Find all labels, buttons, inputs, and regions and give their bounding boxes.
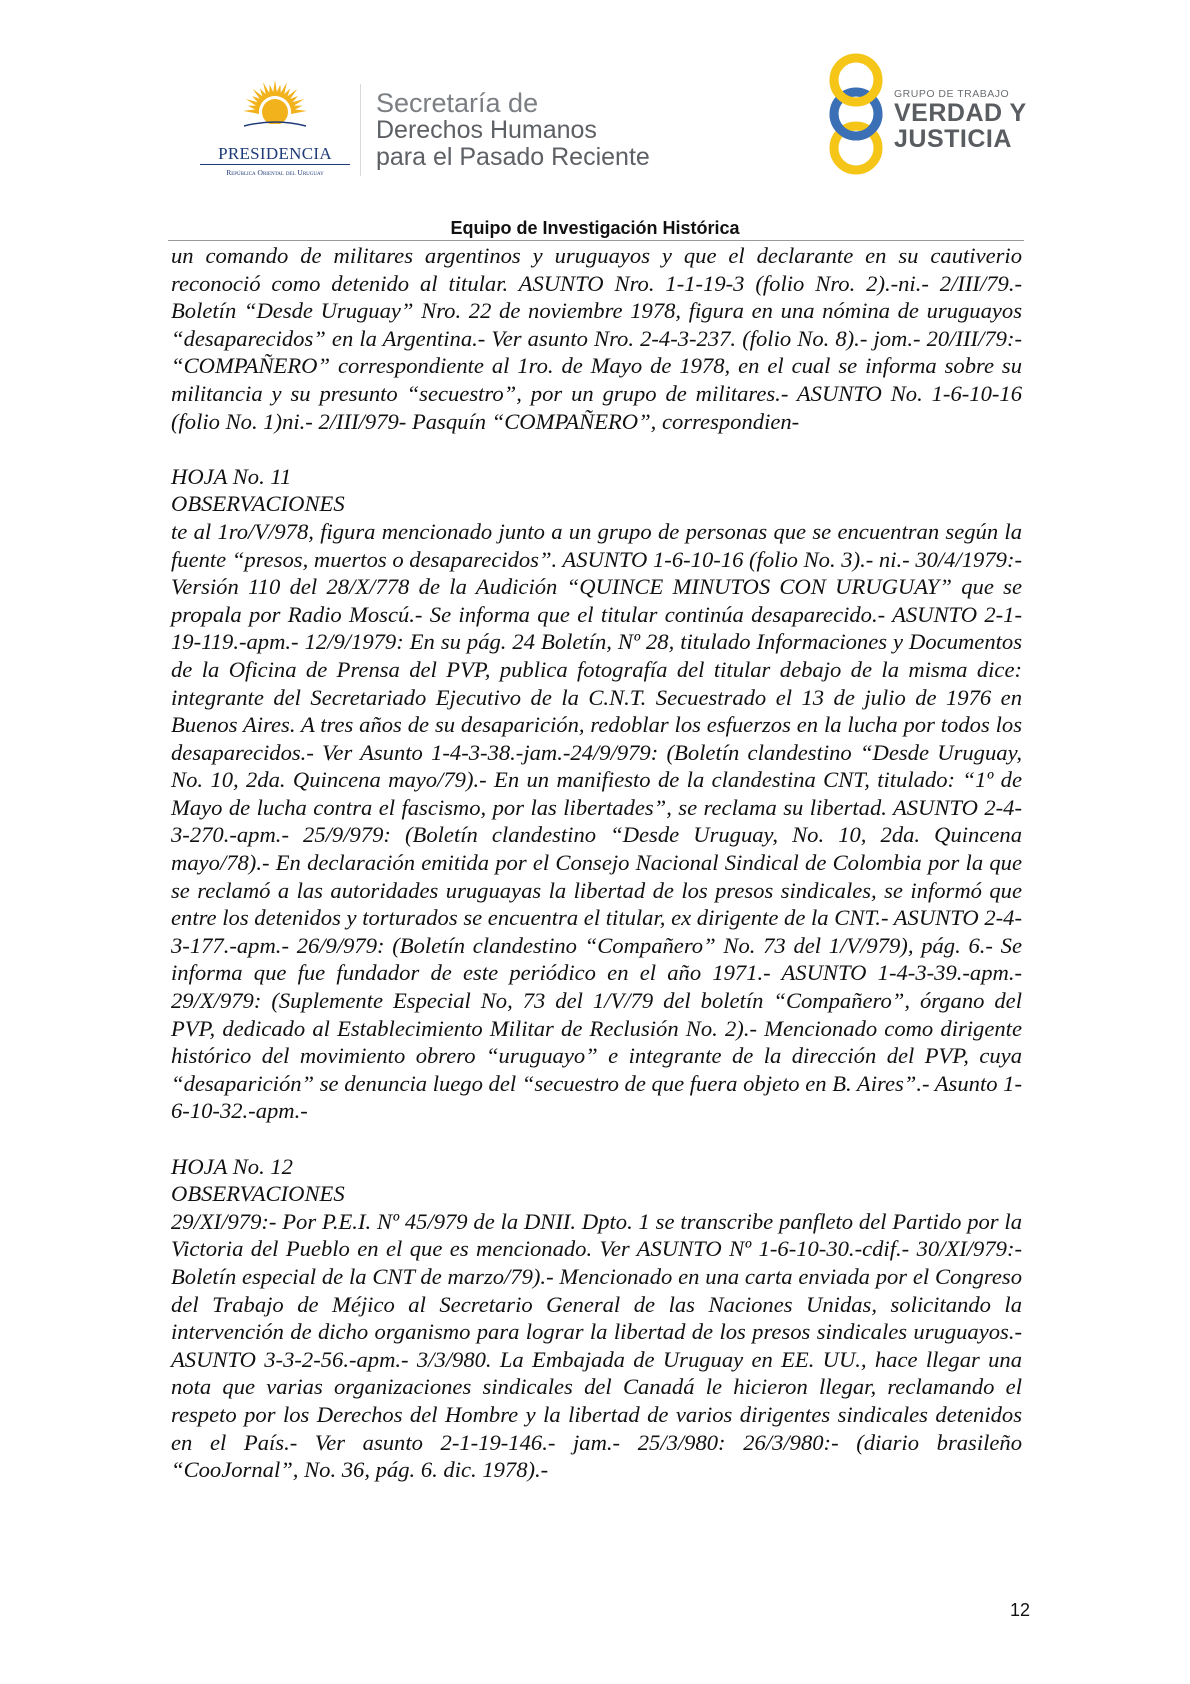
grupo-line-1: VERDAD Y: [894, 99, 1027, 127]
header-divider: [360, 84, 361, 176]
page-number: 12: [1009, 1600, 1030, 1620]
sun-icon: [238, 78, 312, 142]
paragraph-gap: [171, 435, 1022, 463]
document-body: [171, 242, 1022, 1484]
paragraph-continuation: un comando de militares argentinos y uruguayos y que el declarante en su cautiverio reconoció como detenido al titular. ASUNTO Nro. 1-1-19-3 (folio Nro. 2).-ni.- 2/III/79.- Boletín “Desde Uruguay” Nro. 22 de noviembre 1978, figura en una nómina de uruguayos “desaparecidos” en la Argentina.- Ver asunto Nro. 2-4-3-237. (folio No. 8).- jom.- 20/III/79:- “COMPAÑERO” correspondiente al 1ro. de Mayo de 1978, en el cual se informa sobre su militancia y su presunto “secuestro”, por un grupo de militares.- ASUNTO No. 1-6-10-16 (folio No. 1)ni.- 2/III/979- Pasquín “COMPAÑERO”, correspondien-: [171, 243, 1022, 434]
grupo-text: [894, 88, 1027, 152]
paragraph-hoja-11: te al 1ro/V/978, figura mencionado junto a un grupo de personas que se encuentran según la fuente “presos, muertos o desaparecidos”. ASUNTO 1-6-10-16 (folio No. 3).- ni.- 30/4/1979:- Versión 110 del 28/X/778 de la Audición “QUINCE MINUTOS CON URUGUAY” que se propala por Radio Moscú.- Se informa que el titular continúa desaparecido.- ASUNTO 2-1-19-119.-apm.- 12/9/1979: En su pág. 24 Boletín, Nº 28, titulado Informaciones y Documentos de la Oficina de Prensa del PVP, publica fotografía del titular debajo de la misma dice: integrante del Secretariado Ejecutivo de la C.N.T. Secuestrado el 13 de julio de 1976 en Buenos Aires. A tres años de su desaparición, redoblar los esfuerzos en la lucha por todos los desaparecidos.- Ver Asunto 1-4-3-38.-jam.-24/9/979: (Boletín clandestino “Desde Uruguay, No. 10, 2da. Quincena mayo/79).- En un manifiesto de la clandestina CNT, titulado: “1º de Mayo de lucha contra el fascismo, por las libertades”, se reclama su libertad. ASUNTO 2-4-3-270.-apm.- 25/9/979: (Boletín clandestino “Desde Uruguay, No. 10, 2da. Quincena mayo/78).- En declaración emitida por el Consejo Nacional Sindical de Colombia por la que se reclamó a las autoridades uruguayas la libertad de los presos sindicales, se informó que entre los detenidos y torturados se encuentra el titular, ex dirigente de la CNT.- ASUNTO 2-4-3-177.-apm.- 26/9/979: (Boletín clandestino “Compañero” No. 73 del 1/V/979), pág. 6.- Se informa que fue fundador de este periódico en el año 1971.- ASUNTO 1-4-3-39.-apm.- 29/X/979: (Suplemente Especial No, 73 del 1/V/79 del boletín “Compañero”, órgano del PVP, dedicado al Establecimiento Militar de Reclusión No. 2).- Mencionado como dirigente histórico del movimiento obrero “uruguayo” e integrante de la dirección del PVP, cuya “desaparición” se denuncia luego del “secuestro de que fuera objeto en B. Aires”.- Asunto 1-6-10-32.-apm.-: [171, 518, 1022, 1124]
secretaria-line-1: Secretaría de: [376, 88, 539, 118]
section-title: Equipo de Investigación Histórica: [450, 218, 740, 238]
paragraph-hoja-12: 29/XI/979:- Por P.E.I. Nº 45/979 de la DNII. Dpto. 1 se transcribe panfleto del Partido por la Victoria del Pueblo en el que es mencionado. Ver ASUNTO Nº 1-6-10-30.-cdif.- 30/XI/979:- Boletín especial de la CNT de marzo/79).- Mencionado en una carta enviada por el Congreso del Trabajo de Méjico al Secretario General de las Naciones Unidas, solicitando la intervención de dicho organismo para lograr la libertad de los presos sindicales uruguayos.- ASUNTO 3-3-2-56.-apm.- 3/3/980. La Embajada de Uruguay en EE. UU., hace llegar una nota que varias organizaciones sindicales del Canadá le hicieron llegar, reclamando el respeto por los Derechos del Hombre y la libertad de varios dirigentes sindicales detenidos en el País.- Ver asunto 2-1-19-146.- jam.- 25/3/980: 26/3/980:- (diario brasileño “CooJornal”, No. 36, pág. 6. dic. 1978).-: [171, 1208, 1022, 1483]
observaciones-heading: OBSERVACIONES: [171, 1181, 345, 1207]
linked-rings-icon: [820, 52, 900, 178]
observaciones-heading: OBSERVACIONES: [171, 491, 345, 517]
presidencia-name: PRESIDENCIA: [218, 144, 332, 163]
presidencia-logo: [196, 78, 354, 178]
secretaria-line-2: Derechos Humanos: [376, 116, 597, 144]
grupo-line-2: JUSTICIA: [894, 125, 1012, 153]
paragraph-gap: [171, 1125, 1022, 1153]
presidencia-subtitle: República Oriental del Uruguay: [226, 168, 324, 177]
header-rule: [168, 240, 1024, 241]
secretaria-logo-text: [376, 90, 650, 171]
grupo-verdad-justicia-logo: [820, 52, 1040, 182]
grupo-small: GRUPO DE TRABAJO: [894, 88, 1010, 100]
presidencia-rule: [200, 164, 350, 165]
page-header: [0, 0, 1190, 240]
secretaria-line-3: para el Pasado Reciente: [376, 143, 650, 171]
hoja-heading: HOJA No. 11: [171, 463, 292, 489]
hoja-heading: HOJA No. 12: [171, 1153, 293, 1179]
